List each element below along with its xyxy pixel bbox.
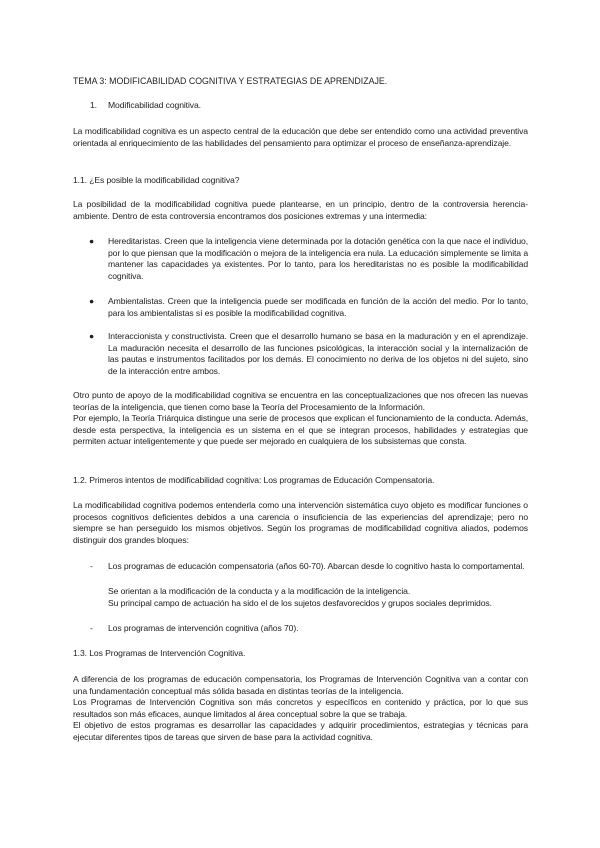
- heading-1-2: 1.2. Primeros intentos de modificabilidad cognitiva: Los programas de Educación Compensatoria.: [73, 475, 435, 485]
- item-detail-1: Se orientan a la modificación de la conducta y a la modificación de la inteligencia.: [108, 586, 411, 596]
- paragraph-1-3b: Los Programas de Intervención Cognitiva son más concretos y específicos en contenido y práctica, por lo que sus resultados son más eficaces, aunque limitados al área conceptual sobre la que se trabaja.: [73, 697, 528, 719]
- item-intervencion-cognitiva: Los programas de intervención cognitiva (años 70).: [108, 623, 299, 633]
- paragraph-1-1c: Por ejemplo, la Teoría Triárquica distingue una serie de procesos que explican el funcionamiento de la conducta. Además, desde esta perspectiva, la inteligencia es un sistema en el que se integran procesos, habilidades y estrategias que permiten actuar inteligentemente y que puede ser mejorado en cualquiera de los subsistemas que consta.: [73, 413, 528, 447]
- intro-paragraph: La modificabilidad cognitiva es un aspecto central de la educación que debe ser entendido como una actividad preventiva orientada al enriquecimiento de las habilidades del pensamiento para optimizar el proceso de enseñanza-aprendizaje.: [73, 126, 528, 148]
- paragraph-1-1: La posibilidad de la modificabilidad cognitiva puede plantearse, en un principio, dentro de la controversia herencia-ambiente. Dentro de esta controversia encontramos dos posiciones extremas y una intermedia:: [73, 199, 528, 221]
- dash-icon: -: [90, 561, 93, 571]
- page-title: TEMA 3: MODIFICABILIDAD COGNITIVA Y ESTRATEGIAS DE APRENDIZAJE.: [73, 76, 388, 86]
- section-number: 1.: [90, 100, 97, 110]
- paragraph-1-1b: Otro punto de apoyo de la modificabilidad cognitiva se encuentra en las conceptualizaciones que nos ofrecen las nuevas teorías de la inteligencia, que tienen como base la Teoría del Procesamiento de la Información.: [73, 390, 528, 412]
- heading-1-1: 1.1. ¿Es posible la modificabilidad cognitiva?: [73, 175, 240, 185]
- item-detail-2: Su principal campo de actuación ha sido el de los sujetos desfavorecidos y grupos sociales deprimidos.: [108, 598, 492, 608]
- bullet-ambientalistas: Ambientalistas. Creen que la inteligencia puede ser modificada en función de la acción del medio. Por lo tanto, para los ambientalistas sí es posible la modificabilidad cognitiva.: [108, 296, 528, 318]
- dash-icon: -: [90, 623, 93, 633]
- paragraph-1-2: La modificabilidad cognitiva podemos entenderla como una intervención sistemática cuyo objeto es modificar funciones o procesos cognitivos deficientes debidos a una carencia o insuficiencia de las experiencias del aprendizaje; pero no siempre se han perseguido los mismos objetivos. Según los programas de modificabilidad cognitiva aliados, podemos distinguir dos grandes bloques:: [73, 500, 528, 545]
- section-heading: Modificabilidad cognitiva.: [108, 100, 201, 110]
- paragraph-1-3c: El objetivo de estos programas es desarrollar las capacidades y adquirir procedimientos, estrategias y técnicas para ejecutar diferentes tipos de tareas que sirven de base para la actividad cognitiva.: [73, 720, 528, 742]
- paragraph-1-3a: A diferencia de los programas de educación compensatoria, los Programas de Intervención Cognitiva van a contar con una fundamentación conceptual más sólida basada en distintas teorías de la inteligencia.: [73, 674, 528, 696]
- bullet-icon: ●: [89, 331, 95, 341]
- bullet-interaccionista: Interaccionista y constructivista. Creen que el desarrollo humano se basa en la maduración y en el aprendizaje. La maduración necesita el desarrollo de las funciones psicológicas, la interacción social y la internalización de las pautas e instrumentos facilitados por los demás. El conocimiento no deriva de los objetos ni del sujeto, sino de la interacción entre ambos.: [108, 331, 528, 376]
- bullet-hereditaristas: Hereditaristas. Creen que la inteligencia viene determinada por la dotación genética con la que nace el individuo, por lo que piensan que la modificación o mejora de la inteligencia era nula. La educación simplemente se limita a mantener las capacidades ya existentes. Por lo tanto, para los hereditaristas no es posible la modificabilidad cognitiva.: [108, 236, 528, 281]
- heading-1-3: 1.3. Los Programas de Intervención Cognitiva.: [73, 648, 246, 658]
- bullet-icon: ●: [89, 236, 95, 246]
- item-educacion-compensatoria: Los programas de educación compensatoria (años 60-70). Abarcan desde lo cognitivo hasta lo comportamental.: [108, 561, 525, 571]
- bullet-icon: ●: [89, 296, 95, 306]
